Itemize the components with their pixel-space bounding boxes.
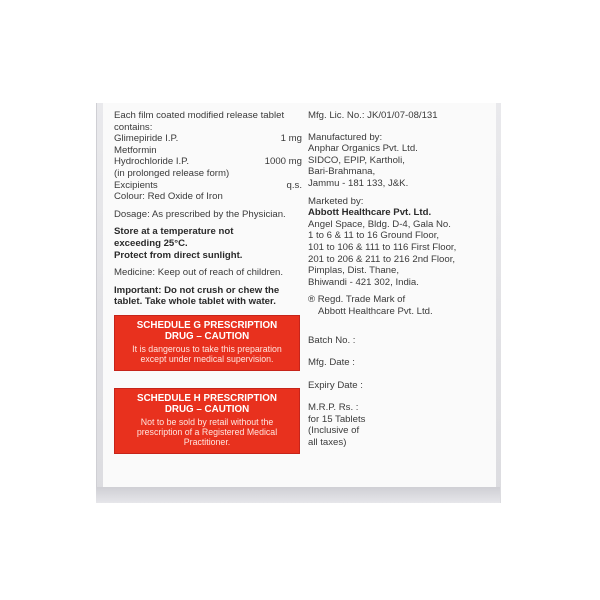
storage-line: Store at a temperature not (114, 226, 234, 238)
ingredient-name: Excipients (114, 179, 158, 191)
schedule-g-body: It is dangerous to take this preparation (132, 343, 282, 354)
mrp-detail: for 15 Tablets (308, 413, 366, 425)
mrp-field: M.R.P. Rs. : (308, 402, 359, 414)
ingredient-row (114, 180, 302, 192)
marketer-line: Angel Space, Bldg. D-4, Gala No. (308, 218, 451, 230)
ingredient-amount: q.s. (286, 179, 302, 191)
dosage-note: Dosage: As prescribed by the Physician. (114, 208, 286, 220)
trademark-line: Abbott Healthcare Pvt. Ltd. (318, 305, 433, 317)
important-line: tablet. Take whole tablet with water. (114, 296, 276, 308)
trademark-line: ® Regd. Trade Mark of (308, 294, 406, 306)
ingredient-name: Metformin (114, 144, 157, 156)
schedule-h-body: Practitioner. (183, 436, 231, 447)
manufacturer-line: SIDCO, EPIP, Kartholi, (308, 154, 405, 166)
medicine-note: Medicine: Keep out of reach of children. (114, 267, 284, 279)
marketer-name: Abbott Healthcare Pvt. Ltd. (308, 207, 432, 219)
schedule-h-caution-box (114, 388, 300, 454)
manufacturer-line: Anphar Organics Pvt. Ltd. (308, 143, 418, 155)
manufacturer-line: Bari-Brahmana, (308, 166, 376, 178)
right-column (308, 110, 490, 449)
mfg-date-field: Mfg. Date : (308, 357, 355, 369)
ingredient-row (114, 168, 302, 180)
ingredient-row (114, 156, 302, 168)
marketer-line: Bhiwandi - 421 302, India. (308, 276, 419, 288)
schedule-g-caution-box (114, 315, 300, 371)
ingredient-amount: 1000 mg (264, 156, 302, 168)
mrp-detail: all taxes) (308, 437, 347, 449)
ingredient-row (114, 133, 302, 145)
marketer-label: Marketed by: (308, 195, 364, 207)
composition-intro-2: contains: (114, 121, 153, 133)
schedule-g-heading: SCHEDULE G PRESCRIPTION (136, 319, 278, 331)
ingredient-row (114, 145, 302, 157)
carton-back-panel (103, 103, 496, 487)
marketer-line: 101 to 106 & 111 to 116 First Floor, (308, 241, 457, 253)
composition-intro: Each film coated modified release tablet (114, 110, 285, 121)
left-column (114, 110, 302, 454)
batch-number-field: Batch No. : (308, 334, 356, 346)
mrp-detail: (Inclusive of (308, 425, 360, 437)
schedule-g-heading: DRUG – CAUTION (164, 330, 250, 342)
expiry-date-field: Expiry Date : (308, 379, 363, 391)
manufacturer-label: Manufactured by: (308, 131, 383, 143)
schedule-h-body: prescription of a Registered Medical (136, 426, 278, 437)
carton-bottom-edge (96, 487, 500, 503)
manufacturer-line: Jammu - 181 133, J&K. (308, 177, 409, 189)
ingredient-name: (in prolonged release form) (114, 167, 230, 179)
schedule-h-body: Not to be sold by retail without the (140, 416, 274, 427)
ingredient-name: Hydrochloride I.P. (114, 156, 190, 168)
storage-line: Protect from direct sunlight. (114, 249, 243, 261)
colour-note: Colour: Red Oxide of Iron (114, 191, 223, 203)
ingredient-amount: 1 mg (280, 133, 302, 145)
marketer-line: Pimplas, Dist. Thane, (308, 265, 399, 277)
marketer-line: 201 to 206 & 211 to 216 2nd Floor, (308, 253, 456, 265)
storage-line: exceeding 25°C. (114, 237, 188, 249)
schedule-h-heading: DRUG – CAUTION (164, 403, 250, 415)
marketer-line: 1 to 6 & 11 to 16 Ground Floor, (308, 230, 440, 242)
important-line: Important: Do not crush or chew the (114, 284, 280, 296)
mfg-licence-number: Mfg. Lic. No.: JK/01/07-08/131 (308, 110, 438, 121)
schedule-g-body: except under medical supervision. (140, 353, 274, 364)
ingredient-name: Glimepiride I.P. (114, 133, 179, 145)
schedule-h-heading: SCHEDULE H PRESCRIPTION (137, 392, 277, 404)
